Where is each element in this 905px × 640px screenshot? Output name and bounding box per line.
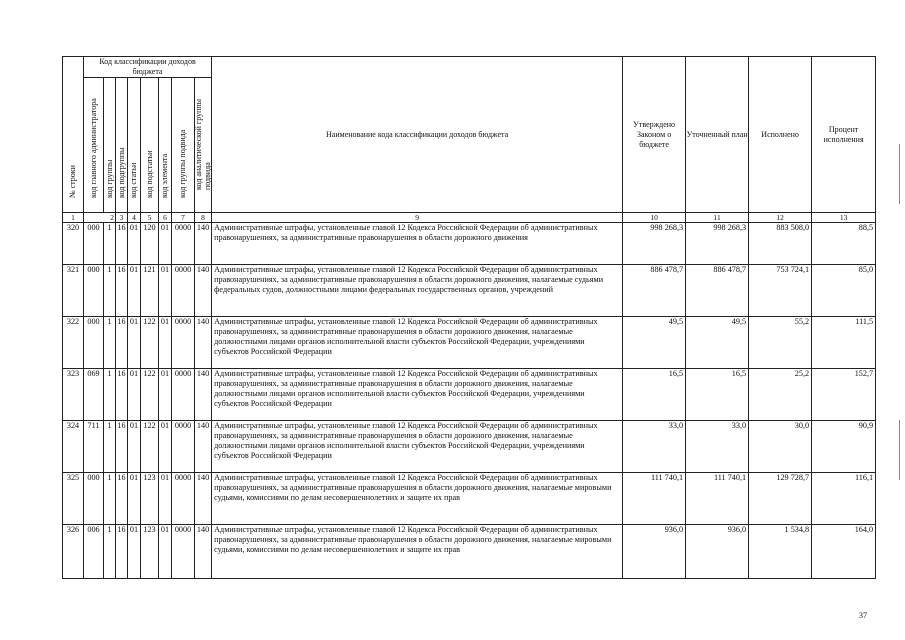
refined-value: 33,0 <box>686 421 749 473</box>
code-subgroup: 16 <box>116 369 128 421</box>
col-number: 2 <box>84 213 116 223</box>
table-row <box>63 265 876 317</box>
refined-value: 998 268,3 <box>686 223 749 265</box>
code-group: 1 <box>104 473 116 525</box>
code-subtype-group: 0000 <box>172 473 195 525</box>
code-subtype-group: 0000 <box>172 223 195 265</box>
executed-value: 753 724,1 <box>749 265 812 317</box>
code-group: 1 <box>104 317 116 369</box>
code-subtype-group: 0000 <box>172 317 195 369</box>
col-number: 7 <box>172 213 195 223</box>
header-name: Наименование кода классификации доходов бюджета <box>212 57 623 213</box>
code-subgroup: 16 <box>116 223 128 265</box>
approved-value: 33,0 <box>623 421 686 473</box>
percent-value: 90,9 <box>812 421 876 473</box>
executed-value: 1 534,8 <box>749 525 812 579</box>
code-admin: 069 <box>84 369 104 421</box>
percent-value: 88,5 <box>812 223 876 265</box>
header-code-group-col: код группы <box>104 78 116 213</box>
code-subarticle: 122 <box>141 317 159 369</box>
code-group: 1 <box>104 265 116 317</box>
code-subarticle: 123 <box>141 473 159 525</box>
executed-value: 30,0 <box>749 421 812 473</box>
code-element: 01 <box>159 421 172 473</box>
code-analytic-group: 140 <box>195 317 212 369</box>
refined-value: 16,5 <box>686 369 749 421</box>
approved-value: 49,5 <box>623 317 686 369</box>
percent-value: 116,1 <box>812 473 876 525</box>
code-analytic-group: 140 <box>195 223 212 265</box>
header-approved: Утверждено Законом о бюджете <box>623 57 686 213</box>
scan-edge-mark <box>899 144 900 204</box>
code-group: 1 <box>104 223 116 265</box>
row-number: 320 <box>63 223 84 265</box>
header-percent: Процент исполнения <box>812 57 876 213</box>
table-row <box>63 317 876 369</box>
code-article: 01 <box>128 369 141 421</box>
column-number-row <box>63 213 876 223</box>
col-number: 4 <box>128 213 141 223</box>
code-subtype-group: 0000 <box>172 265 195 317</box>
code-subarticle: 121 <box>141 265 159 317</box>
approved-value: 111 740,1 <box>623 473 686 525</box>
percent-value: 152,7 <box>812 369 876 421</box>
code-analytic-group: 140 <box>195 369 212 421</box>
code-article: 01 <box>128 317 141 369</box>
executed-value: 883 508,0 <box>749 223 812 265</box>
approved-value: 886 478,7 <box>623 265 686 317</box>
code-element: 01 <box>159 369 172 421</box>
header-code-group: Код классификации доходов бюджета <box>84 57 212 78</box>
table-row <box>63 369 876 421</box>
revenue-name: Административные штрафы, установленные главой 12 Кодекса Российской Федерации об административных правонарушениях, за административные правонарушения в области дорожного движения, налагаемые должностными лицами органов исполнительной власти субъектов Российской Федерации, учреждениями субъектов Российской Федерации <box>212 317 623 369</box>
code-subarticle: 123 <box>141 525 159 579</box>
header-code-admin: код главного администратора <box>84 78 104 213</box>
code-subgroup: 16 <box>116 265 128 317</box>
code-article: 01 <box>128 525 141 579</box>
row-number: 326 <box>63 525 84 579</box>
header-refined: Уточненный план <box>686 57 749 213</box>
code-analytic-group: 140 <box>195 525 212 579</box>
code-subtype-group: 0000 <box>172 525 195 579</box>
refined-value: 111 740,1 <box>686 473 749 525</box>
row-number: 323 <box>63 369 84 421</box>
code-group: 1 <box>104 369 116 421</box>
code-subarticle: 120 <box>141 223 159 265</box>
code-analytic-group: 140 <box>195 473 212 525</box>
header-executed: Исполнено <box>749 57 812 213</box>
header-code-analytic-group: код аналитической группы подвида <box>195 78 212 213</box>
col-number: 13 <box>812 213 876 223</box>
row-number: 325 <box>63 473 84 525</box>
col-number: 3 <box>116 213 128 223</box>
code-subarticle: 122 <box>141 369 159 421</box>
percent-value: 111,5 <box>812 317 876 369</box>
code-subgroup: 16 <box>116 421 128 473</box>
revenue-name: Административные штрафы, установленные главой 12 Кодекса Российской Федерации об административных правонарушениях, за административные правонарушения в области дорожного движения, налагаемые мировыми судьями, комиссиями по делам несовершеннолетних и защите их прав <box>212 473 623 525</box>
refined-value: 886 478,7 <box>686 265 749 317</box>
code-admin: 711 <box>84 421 104 473</box>
col-number: 10 <box>623 213 686 223</box>
revenue-name: Административные штрафы, установленные главой 12 Кодекса Российской Федерации об административных правонарушениях, за административные правонарушения в области дорожного движения <box>212 223 623 265</box>
budget-revenue-table <box>62 56 876 579</box>
code-admin: 000 <box>84 317 104 369</box>
code-subgroup: 16 <box>116 473 128 525</box>
code-article: 01 <box>128 223 141 265</box>
code-article: 01 <box>128 421 141 473</box>
code-subarticle: 122 <box>141 421 159 473</box>
code-article: 01 <box>128 473 141 525</box>
code-element: 01 <box>159 223 172 265</box>
code-subgroup: 16 <box>116 317 128 369</box>
code-admin: 000 <box>84 473 104 525</box>
header-code-subarticle: код подстатьи <box>141 78 159 213</box>
refined-value: 936,0 <box>686 525 749 579</box>
code-element: 01 <box>159 265 172 317</box>
header-code-element: код элемента <box>159 78 172 213</box>
table-row <box>63 473 876 525</box>
table-body <box>63 213 876 579</box>
col-number: 12 <box>749 213 812 223</box>
code-analytic-group: 140 <box>195 421 212 473</box>
budget-table-sheet <box>62 56 875 579</box>
percent-value: 85,0 <box>812 265 876 317</box>
table-row <box>63 421 876 473</box>
table-row <box>63 223 876 265</box>
code-group: 1 <box>104 525 116 579</box>
col-number: 8 <box>195 213 212 223</box>
header-code-article: код статьи <box>128 78 141 213</box>
code-article: 01 <box>128 265 141 317</box>
code-element: 01 <box>159 525 172 579</box>
executed-value: 25,2 <box>749 369 812 421</box>
table-row <box>63 525 876 579</box>
revenue-name: Административные штрафы, установленные главой 12 Кодекса Российской Федерации об административных правонарушениях, за административные правонарушения в области дорожного движения, налагаемые мировыми судьями, комиссиями по делам несовершеннолетних и защите их прав <box>212 525 623 579</box>
approved-value: 16,5 <box>623 369 686 421</box>
revenue-name: Административные штрафы, установленные главой 12 Кодекса Российской Федерации об административных правонарушениях, за административные правонарушения в области дорожного движения, налагаемые должностными лицами органов исполнительной власти субъектов Российской Федерации, учреждениями субъектов Российской Федерации <box>212 369 623 421</box>
col-number: 1 <box>63 213 84 223</box>
code-subgroup: 16 <box>116 525 128 579</box>
code-subtype-group: 0000 <box>172 421 195 473</box>
code-element: 01 <box>159 473 172 525</box>
refined-value: 49,5 <box>686 317 749 369</box>
code-admin: 000 <box>84 265 104 317</box>
approved-value: 936,0 <box>623 525 686 579</box>
code-analytic-group: 140 <box>195 265 212 317</box>
executed-value: 55,2 <box>749 317 812 369</box>
code-subtype-group: 0000 <box>172 369 195 421</box>
col-number: 11 <box>686 213 749 223</box>
header-code-subtype-group: код группы подвида <box>172 78 195 213</box>
col-number: 9 <box>212 213 623 223</box>
row-number: 324 <box>63 421 84 473</box>
header-row-no: № строки <box>63 57 84 213</box>
row-number: 321 <box>63 265 84 317</box>
col-number: 5 <box>141 213 159 223</box>
revenue-name: Административные штрафы, установленные главой 12 Кодекса Российской Федерации об административных правонарушениях, за административные правонарушения в области дорожного движения, налагаемые судьями федеральных судов, должностными лицами федеральных государственных органов, учреждений <box>212 265 623 317</box>
code-admin: 006 <box>84 525 104 579</box>
page-number: 37 <box>859 611 867 620</box>
code-group: 1 <box>104 421 116 473</box>
code-admin: 000 <box>84 223 104 265</box>
code-element: 01 <box>159 317 172 369</box>
col-number: 6 <box>159 213 172 223</box>
revenue-name: Административные штрафы, установленные главой 12 Кодекса Российской Федерации об административных правонарушениях, за административные правонарушения в области дорожного движения, налагаемые должностными лицами органов исполнительной власти субъектов Российской Федерации, учреждениями субъектов Российской Федерации <box>212 421 623 473</box>
header-code-subgroup: код подгруппы <box>116 78 128 213</box>
approved-value: 998 268,3 <box>623 223 686 265</box>
percent-value: 164,0 <box>812 525 876 579</box>
executed-value: 129 728,7 <box>749 473 812 525</box>
row-number: 322 <box>63 317 84 369</box>
scan-edge-mark <box>899 420 900 480</box>
